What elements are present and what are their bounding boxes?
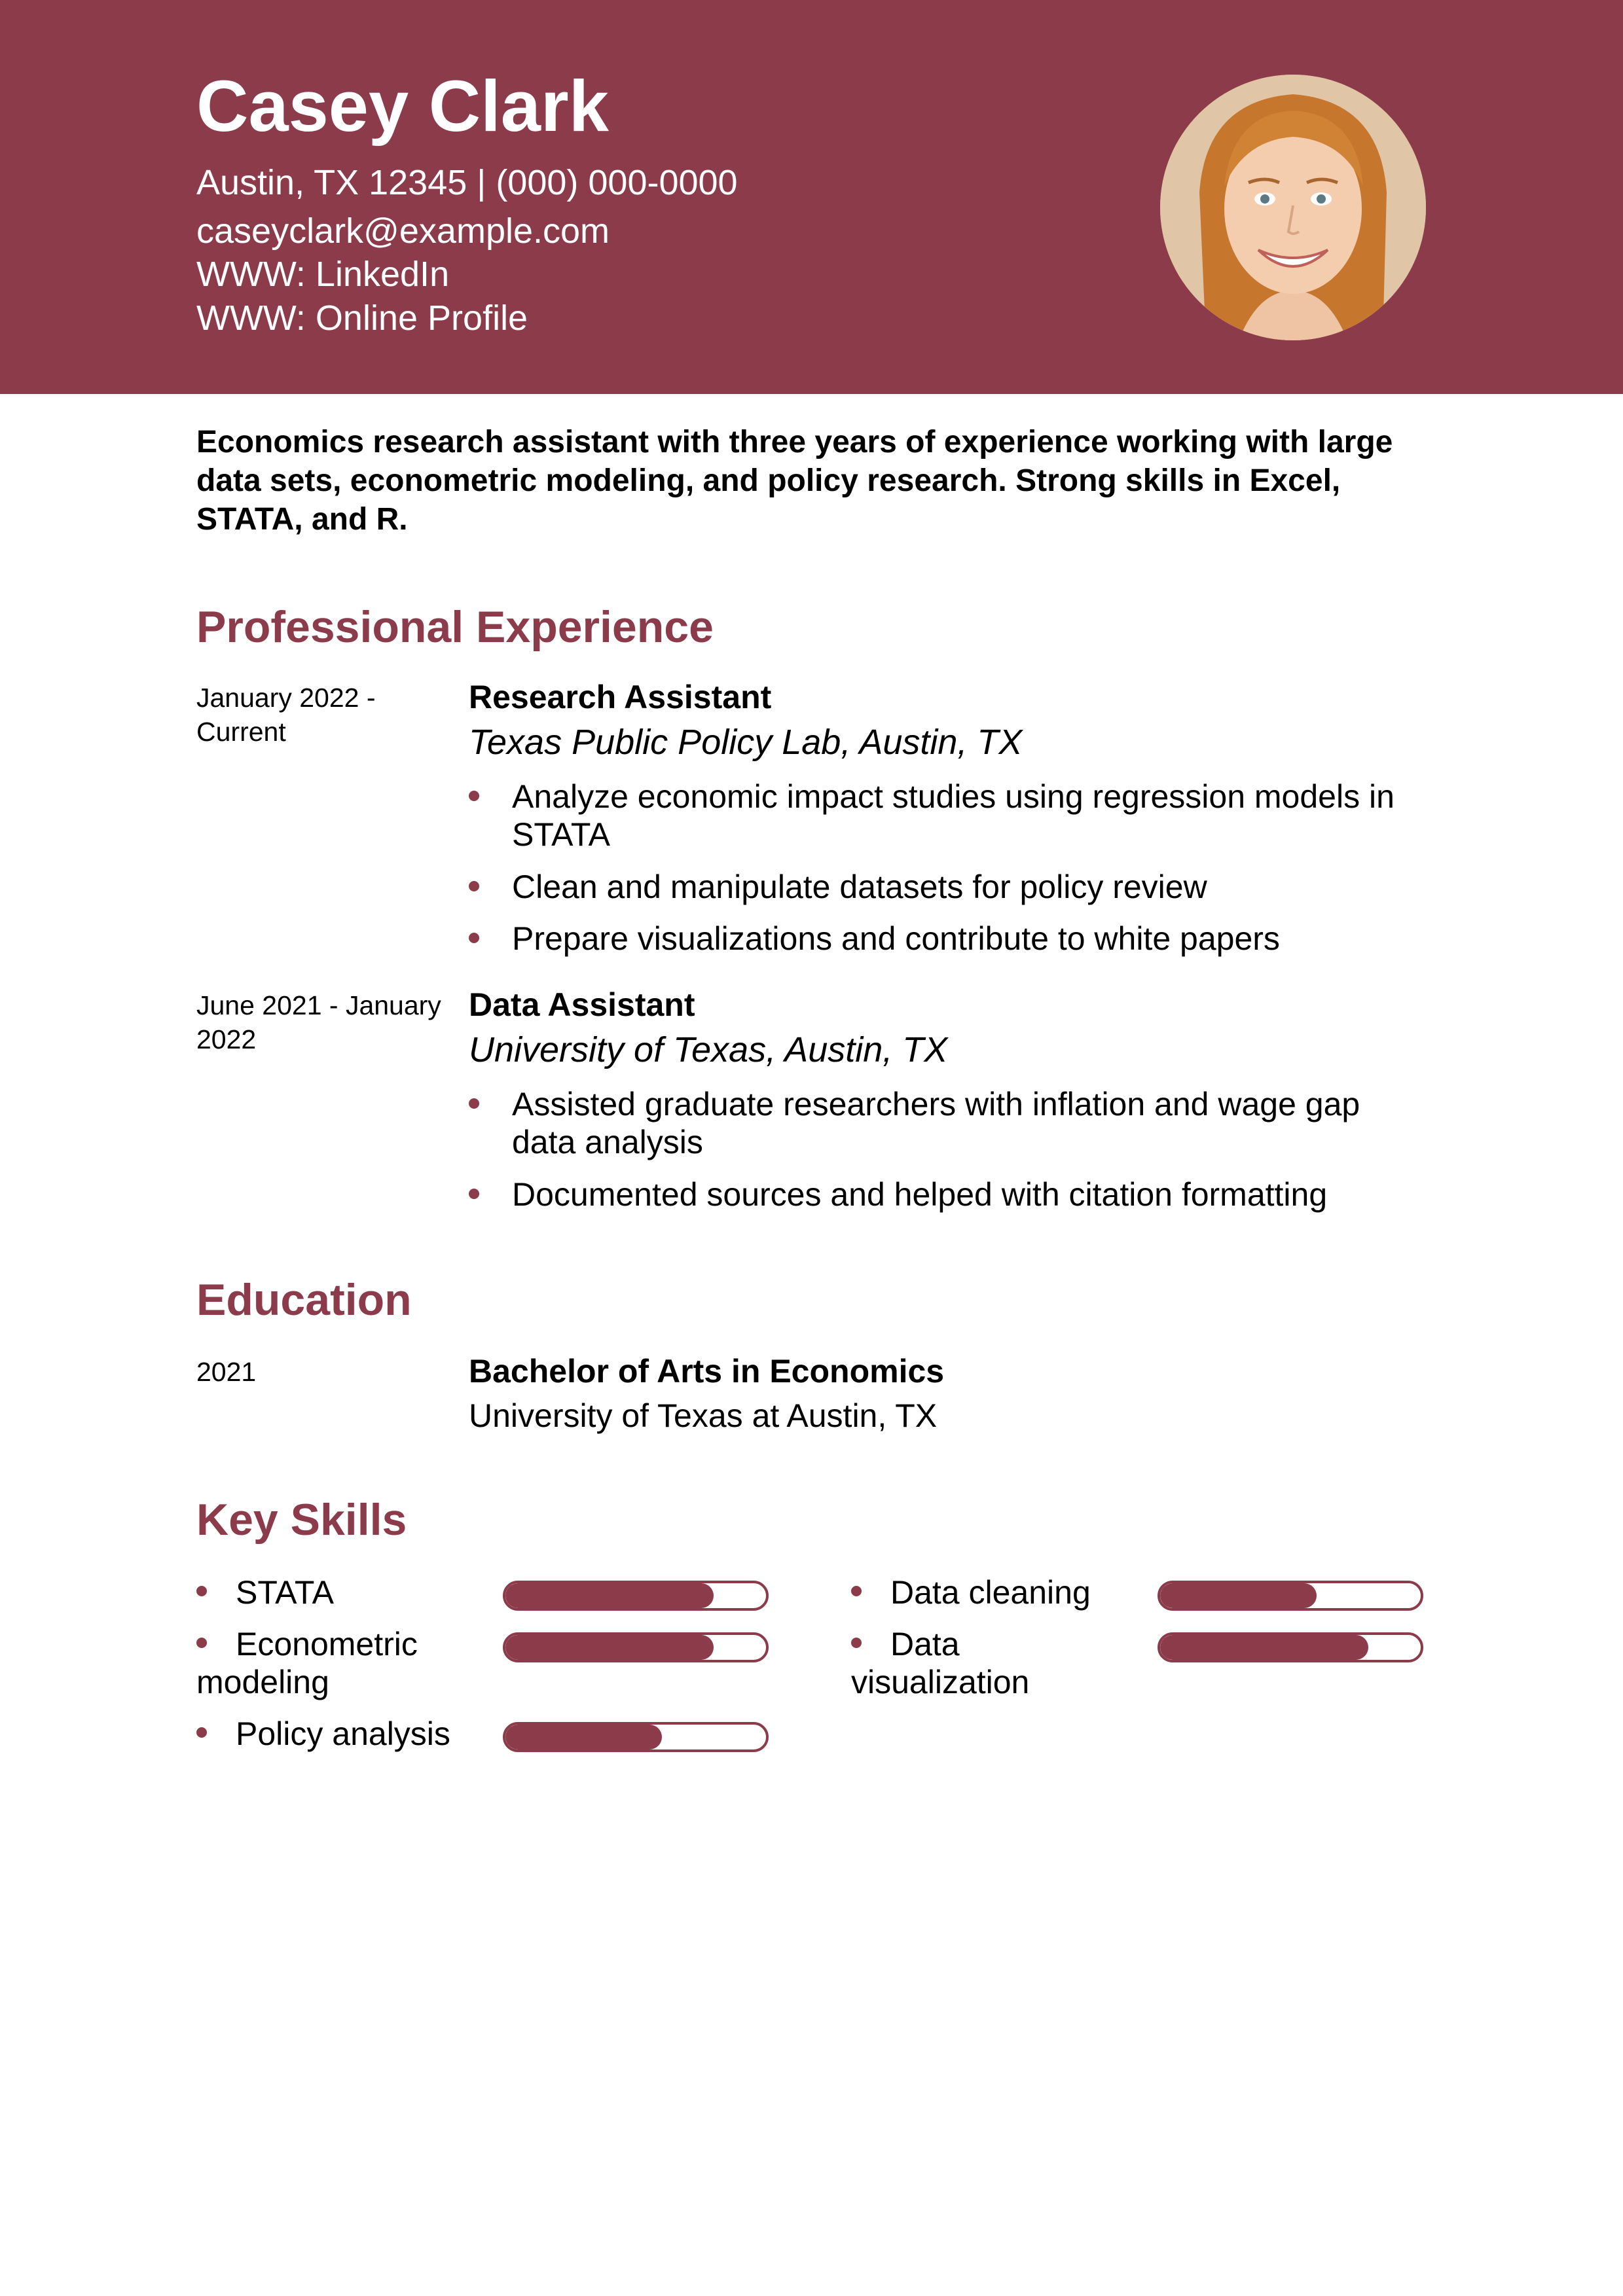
- skill-item: [196, 1625, 484, 1701]
- job-organization: Texas Public Policy Lab, Austin, TX: [469, 723, 1023, 762]
- skill-label: Data cleaning: [890, 1574, 1091, 1611]
- job-bullet: Clean and manipulate datasets for policy review: [512, 869, 1207, 905]
- job-role: Research Assistant: [469, 679, 772, 715]
- education-degree: Bachelor of Arts in Economics: [469, 1353, 945, 1390]
- bullet-icon: [469, 881, 479, 891]
- job-bullet: Analyze economic impact studies using regression models in STATA: [512, 778, 1395, 853]
- linkedin-link[interactable]: WWW: LinkedIn: [196, 255, 450, 294]
- section-title-experience: Professional Experience: [196, 602, 714, 652]
- profile-photo: [1160, 75, 1426, 340]
- skill-level-fill: [1160, 1583, 1317, 1608]
- skill-item: [851, 1625, 1067, 1701]
- summary-text: Economics research assistant with three years of experience working with large data sets, econometric modeling, and policy research. Strong skills in Excel, STATA, and R.: [196, 425, 1393, 537]
- skill-level-bar: [503, 1581, 769, 1611]
- address-phone: Austin, TX 12345 | (000) 000-0000: [196, 163, 738, 202]
- bullet-icon: [196, 1727, 207, 1738]
- bullet-icon: [851, 1638, 862, 1648]
- skill-level-bar: [503, 1722, 769, 1752]
- header-banner: [0, 0, 1623, 394]
- job-bullet: Documented sources and helped with citation formatting: [512, 1176, 1328, 1213]
- skill-label: Policy analysis: [236, 1715, 450, 1752]
- skill-item: [851, 1573, 1139, 1611]
- education-date: 2021: [196, 1357, 257, 1387]
- job-role: Data Assistant: [469, 986, 695, 1023]
- job-bullet: Assisted graduate researchers with inflation and wage gap data analysis: [512, 1086, 1360, 1160]
- job-bullet: Prepare visualizations and contribute to white papers: [512, 920, 1280, 957]
- job-date: June 2021 - January 2022: [196, 990, 441, 1054]
- skill-level-bar: [1158, 1632, 1423, 1662]
- skill-level-fill: [505, 1635, 714, 1660]
- skill-label: Econometric modeling: [196, 1626, 418, 1700]
- skill-level-fill: [505, 1725, 662, 1749]
- bullet-icon: [469, 1098, 479, 1109]
- online-profile-link[interactable]: WWW: Online Profile: [196, 298, 528, 338]
- bullet-icon: [469, 1189, 479, 1199]
- skill-item: [196, 1715, 484, 1753]
- bullet-icon: [469, 791, 479, 801]
- skill-label: STATA: [236, 1574, 334, 1611]
- bullet-icon: [851, 1586, 862, 1596]
- education-school: University of Texas at Austin, TX: [469, 1397, 938, 1434]
- skill-item: [196, 1573, 484, 1611]
- skill-level-fill: [1160, 1635, 1368, 1660]
- email-link[interactable]: caseyclark@example.com: [196, 211, 610, 251]
- bullet-icon: [469, 933, 479, 943]
- candidate-name: Casey Clark: [196, 66, 609, 147]
- job-date: January 2022 - Current: [196, 683, 376, 747]
- skill-label: Data visualization: [851, 1626, 1030, 1700]
- section-title-education: Education: [196, 1275, 412, 1325]
- skill-level-bar: [503, 1632, 769, 1662]
- job-organization: University of Texas, Austin, TX: [469, 1030, 948, 1069]
- bullet-icon: [196, 1638, 207, 1648]
- bullet-icon: [196, 1586, 207, 1596]
- skill-level-fill: [505, 1583, 714, 1608]
- skill-level-bar: [1158, 1581, 1423, 1611]
- section-title-skills: Key Skills: [196, 1495, 407, 1545]
